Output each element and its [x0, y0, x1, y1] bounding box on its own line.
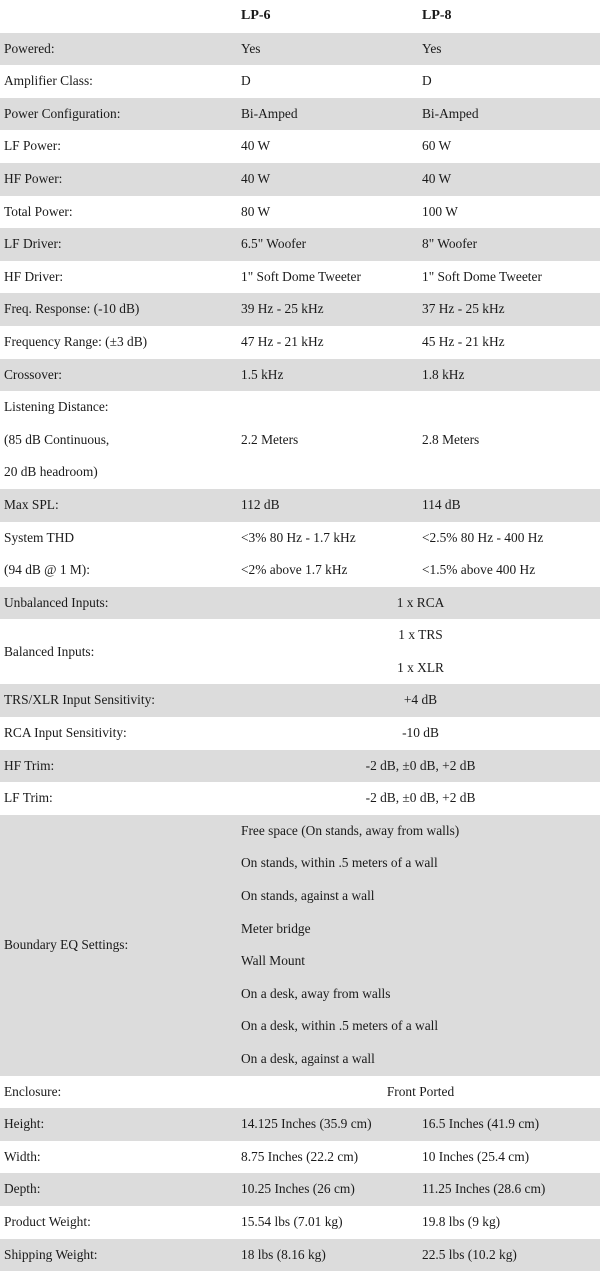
row-label [0, 522, 241, 587]
row-value-shared: -10 dB [402, 725, 439, 741]
label-line: 20 dB headroom) [4, 464, 98, 480]
row-balanced-inputs [0, 619, 600, 684]
value-line: <2.5% 80 Hz - 400 Hz [422, 529, 544, 545]
header-blank [0, 0, 241, 33]
value-line: Wall Mount [241, 953, 306, 969]
row-value-lp8: 114 dB [422, 489, 600, 522]
row-max-spl [0, 489, 600, 522]
row-trs-xlr-sensitivity [0, 684, 600, 717]
row-amplifier-class [0, 65, 600, 98]
row-value-lp8: 2.8 Meters [422, 431, 480, 447]
row-label: TRS/XLR Input Sensitivity: [0, 684, 241, 717]
row-label: Boundary EQ Settings: [0, 815, 241, 1076]
row-powered [0, 33, 600, 66]
label-line: (85 dB Continuous, [4, 431, 110, 447]
row-label: Crossover: [0, 359, 241, 392]
row-lf-trim [0, 782, 600, 815]
row-value-lp6: D [241, 73, 251, 89]
label-line: System THD [4, 529, 75, 545]
row-value-lp6: 10.25 Inches (26 cm) [241, 1173, 422, 1206]
row-label: HF Trim: [0, 750, 241, 783]
row-label: LF Driver: [0, 228, 241, 261]
row-label: Freq. Response: (-10 dB) [0, 293, 241, 326]
row-unbalanced-inputs [0, 587, 600, 620]
row-value-lp6: 2.2 Meters [241, 431, 299, 447]
row-value-lp6: Yes [241, 33, 422, 66]
row-label: Shipping Weight: [0, 1239, 241, 1272]
row-label: Balanced Inputs: [4, 643, 95, 659]
value-line: Meter bridge [241, 920, 311, 936]
row-value-lp8: 40 W [422, 163, 600, 196]
row-listening-distance [0, 391, 600, 489]
value-line: On stands, within .5 meters of a wall [241, 855, 438, 871]
row-value-lp8: 19.8 lbs (9 kg) [422, 1213, 501, 1229]
value-line: <1.5% above 400 Hz [422, 562, 536, 578]
row-label: Height: [0, 1108, 241, 1141]
row-label: Powered: [0, 33, 241, 66]
row-label: HF Driver: [4, 268, 64, 284]
value-line: 1 x XLR [397, 659, 444, 675]
label-line: Listening Distance: [4, 399, 109, 415]
row-label: Amplifier Class: [4, 73, 93, 89]
header-lp6: LP-6 [241, 8, 271, 23]
row-label: HF Power: [0, 163, 241, 196]
value-line: On stands, against a wall [241, 888, 375, 904]
value-line: 1 x TRS [398, 627, 443, 643]
row-label: Product Weight: [4, 1213, 91, 1229]
row-label: Max SPL: [0, 489, 241, 522]
row-rca-sensitivity [0, 717, 600, 750]
row-value-shared: +4 dB [241, 684, 600, 717]
row-value-lp6: 15.54 lbs (7.01 kg) [241, 1213, 343, 1229]
row-lf-driver [0, 228, 600, 261]
row-value-shared [241, 815, 600, 1076]
row-value-lp8: 60 W [422, 138, 452, 154]
row-system-thd [0, 522, 600, 587]
row-value-shared: 1 x RCA [241, 587, 600, 620]
row-value-lp8: 100 W [422, 203, 458, 219]
row-boundary-eq [0, 815, 600, 1076]
value-line: <3% 80 Hz - 1.7 kHz [241, 529, 356, 545]
row-value-lp6: 40 W [241, 138, 271, 154]
row-hf-driver [0, 261, 600, 294]
value-line: On a desk, against a wall [241, 1051, 375, 1066]
row-value-shared: Front Ported [386, 1083, 455, 1099]
row-value-lp8: 45 Hz - 21 kHz [422, 333, 505, 349]
row-label: Frequency Range: (±3 dB) [4, 333, 148, 349]
row-lf-power [0, 130, 600, 163]
row-value-shared: -2 dB, ±0 dB, +2 dB [365, 790, 476, 806]
row-value-lp6 [241, 522, 422, 587]
row-label: RCA Input Sensitivity: [4, 725, 127, 741]
row-value-lp6: 39 Hz - 25 kHz [241, 293, 422, 326]
row-freq-response [0, 293, 600, 326]
row-crossover [0, 359, 600, 392]
row-total-power [0, 196, 600, 229]
row-value-lp8 [422, 522, 600, 587]
row-label: Width: [4, 1148, 41, 1164]
row-value-lp8: 8" Woofer [422, 228, 600, 261]
row-value-lp8: 22.5 lbs (10.2 kg) [422, 1239, 600, 1272]
row-label: Unbalanced Inputs: [0, 587, 241, 620]
row-label: Enclosure: [4, 1083, 62, 1099]
row-label: LF Trim: [4, 790, 53, 806]
value-line: <2% above 1.7 kHz [241, 562, 348, 578]
value-line: On a desk, away from walls [241, 985, 391, 1001]
header-row [0, 0, 600, 33]
row-frequency-range [0, 326, 600, 359]
row-value-lp6: 8.75 Inches (22.2 cm) [241, 1148, 359, 1164]
row-label: Depth: [0, 1173, 241, 1206]
row-value-lp8: D [422, 73, 432, 89]
row-value-lp6: 18 lbs (8.16 kg) [241, 1239, 422, 1272]
row-hf-trim [0, 750, 600, 783]
row-value-lp8: 37 Hz - 25 kHz [422, 293, 600, 326]
value-line: On a desk, within .5 meters of a wall [241, 1018, 439, 1034]
row-width [0, 1141, 600, 1174]
row-value-lp8: 11.25 Inches (28.6 cm) [422, 1173, 600, 1206]
row-value-lp8: 10 Inches (25.4 cm) [422, 1148, 530, 1164]
row-value-shared [241, 619, 600, 684]
row-value-lp6: 6.5" Woofer [241, 228, 422, 261]
row-value-lp8: 1" Soft Dome Tweeter [422, 268, 542, 284]
row-shipping-weight [0, 1239, 600, 1272]
row-label: Power Configuration: [0, 98, 241, 131]
value-line: Free space (On stands, away from walls) [241, 822, 460, 838]
header-lp8: LP-8 [422, 8, 452, 23]
row-value-lp6: 1" Soft Dome Tweeter [241, 268, 361, 284]
row-height [0, 1108, 600, 1141]
row-label: Total Power: [4, 203, 73, 219]
row-product-weight [0, 1206, 600, 1239]
row-value-lp8: 1.8 kHz [422, 359, 600, 392]
row-value-lp8: Yes [422, 33, 600, 66]
row-label [0, 391, 241, 489]
row-label: LF Power: [4, 138, 61, 154]
row-hf-power [0, 163, 600, 196]
row-depth [0, 1173, 600, 1206]
row-value-lp6: 47 Hz - 21 kHz [241, 333, 324, 349]
row-value-shared: -2 dB, ±0 dB, +2 dB [241, 750, 600, 783]
row-value-lp8: 16.5 Inches (41.9 cm) [422, 1108, 600, 1141]
row-value-lp6: 40 W [241, 163, 422, 196]
row-value-lp6: 1.5 kHz [241, 359, 422, 392]
row-value-lp6: Bi-Amped [241, 98, 422, 131]
row-value-lp8: Bi-Amped [422, 98, 600, 131]
row-enclosure [0, 1076, 600, 1109]
row-value-lp6: 14.125 Inches (35.9 cm) [241, 1108, 422, 1141]
row-power-configuration [0, 98, 600, 131]
row-value-lp6: 80 W [241, 203, 271, 219]
row-value-lp6: 112 dB [241, 489, 422, 522]
label-line: (94 dB @ 1 M): [4, 562, 90, 578]
